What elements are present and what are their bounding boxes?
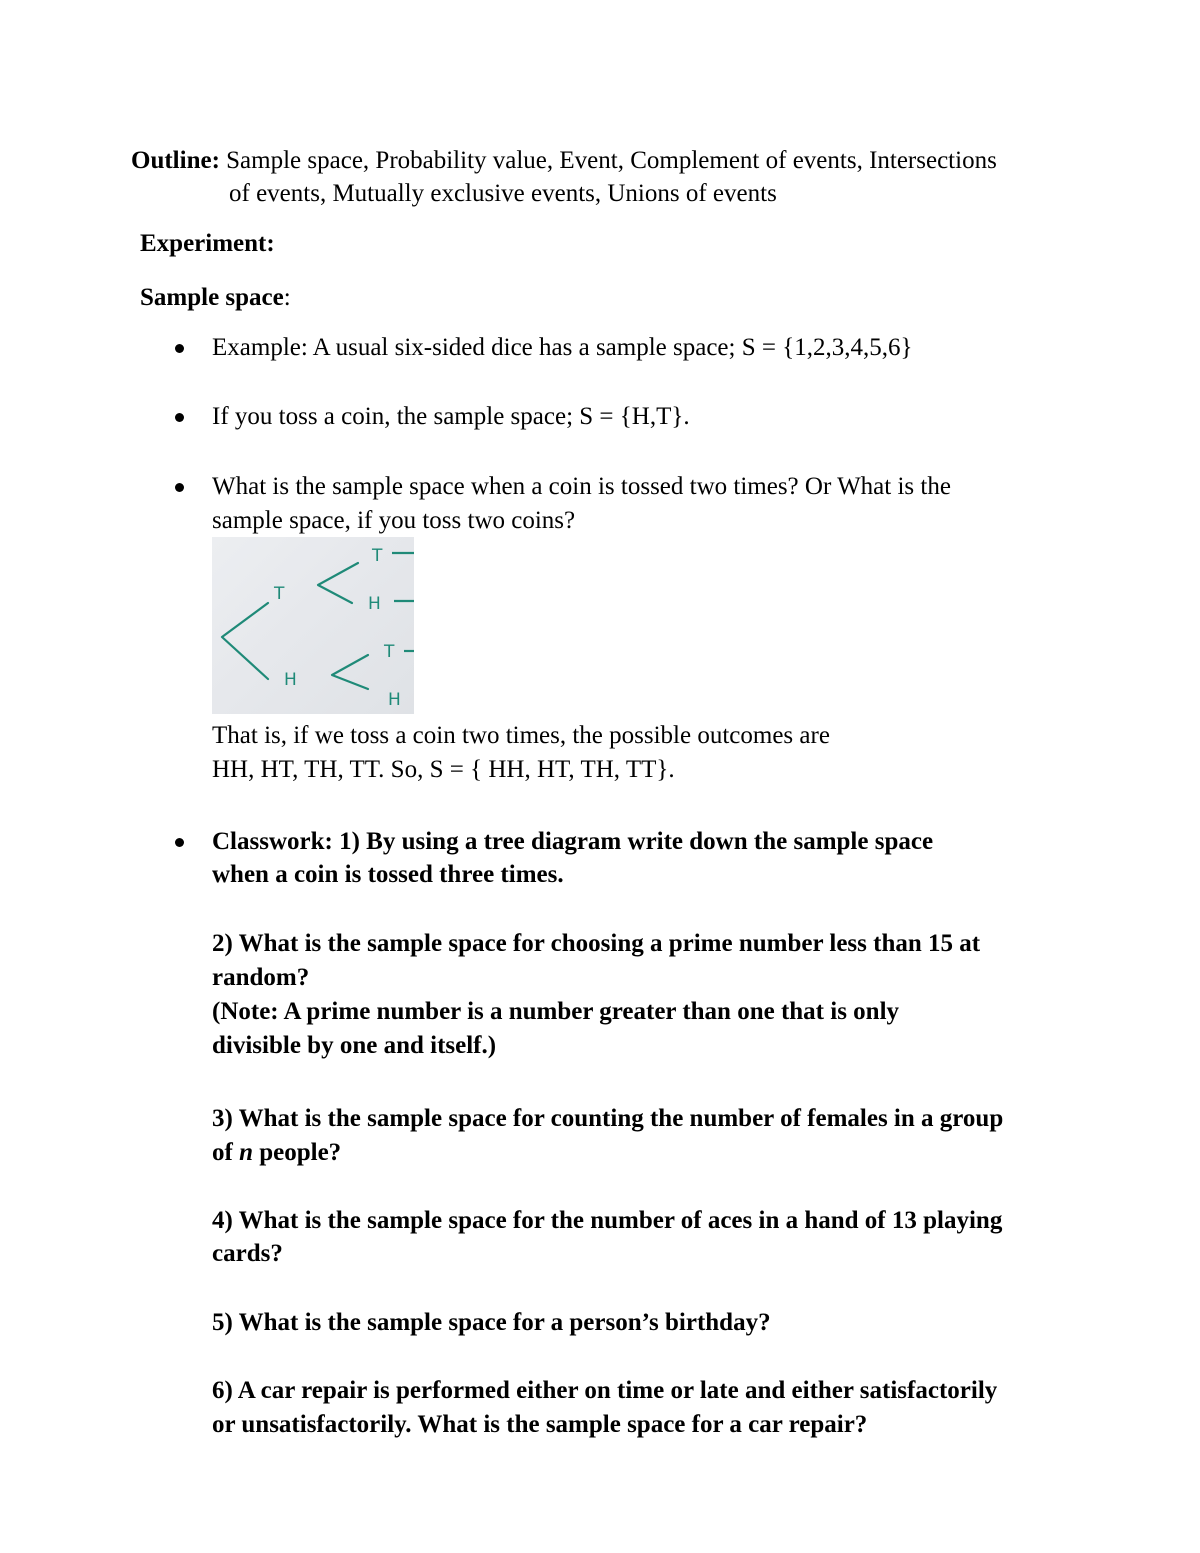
classwork-q3-pre: of [212,1139,240,1166]
bullet-two-coins-q-1: What is the sample space when a coin is tossed two times? Or What is the [212,473,951,500]
outcomes-line-2: HH, HT, TH, TT. So, S = { HH, HT, TH, TT}. [212,756,675,783]
outcomes-line-1: That is, if we toss a coin two times, the possible outcomes are [212,722,830,749]
bullet-dot [175,413,184,422]
classwork-q1-line-1 [212,825,933,859]
classwork-q1-text-1: 1) By using a tree diagram write down the sample space [332,828,934,855]
classwork-q3-line-1: 3) What is the sample space for counting the number of females in a group [212,1105,1004,1132]
classwork-q6-line-1: 6) A car repair is performed either on time or late and either satisfactorily [212,1377,998,1404]
classwork-q2-note-1: (Note: A prime number is a number greater than one that is only [212,998,900,1025]
tree-label-upper-lower: H [368,594,381,614]
tree-diagram-image [212,537,414,714]
tree-label-upper-upper: T [372,546,383,566]
outline-text-1: Sample space, Probability value, Event, Complement of events, Intersections [219,147,997,174]
classwork-q3-post: people? [252,1139,342,1166]
sample-space-heading [140,281,291,315]
classwork-q3-variable: n [239,1139,253,1166]
classwork-label: Classwork: [212,828,333,855]
tree-label-lower-upper: T [384,642,395,662]
tree-label-root-lower: H [284,670,297,690]
bullet-dice-example: Example: A usual six-sided dice has a sample space; S = {1,2,3,4,5,6} [212,334,913,361]
tree-diagram-drawing [212,537,414,714]
bullet-coin-example: If you toss a coin, the sample space; S = {H,T}. [212,403,690,430]
bullet-dot [175,838,184,847]
tree-label-lower-lower: H [388,690,401,710]
tree-label-root-upper: T [274,584,285,604]
classwork-q5-line-1: 5) What is the sample space for a person’s birthday? [212,1309,771,1336]
bullet-dot [175,344,184,353]
classwork-q2-line-2: random? [212,964,310,991]
classwork-q2-line-1: 2) What is the sample space for choosing a prime number less than 15 at [212,930,981,957]
outline-line-1 [131,144,997,178]
outline-label: Outline: [131,147,220,174]
bullet-dot [175,483,184,492]
sample-space-colon: : [283,284,291,311]
sample-space-label: Sample space [140,284,284,311]
classwork-q6-line-2: or unsatisfactorily. What is the sample space for a car repair? [212,1411,868,1438]
outline-line-2: of events, Mutually exclusive events, Unions of events [229,180,777,207]
classwork-q4-line-2: cards? [212,1240,283,1267]
classwork-q1-line-2: when a coin is tossed three times. [212,861,564,888]
experiment-heading: Experiment: [140,230,275,257]
classwork-q3-line-2 [212,1136,341,1170]
classwork-q4-line-1: 4) What is the sample space for the number of aces in a hand of 13 playing [212,1207,1003,1234]
bullet-two-coins-q-2: sample space, if you toss two coins? [212,507,576,534]
classwork-q2-note-2: divisible by one and itself.) [212,1032,497,1059]
